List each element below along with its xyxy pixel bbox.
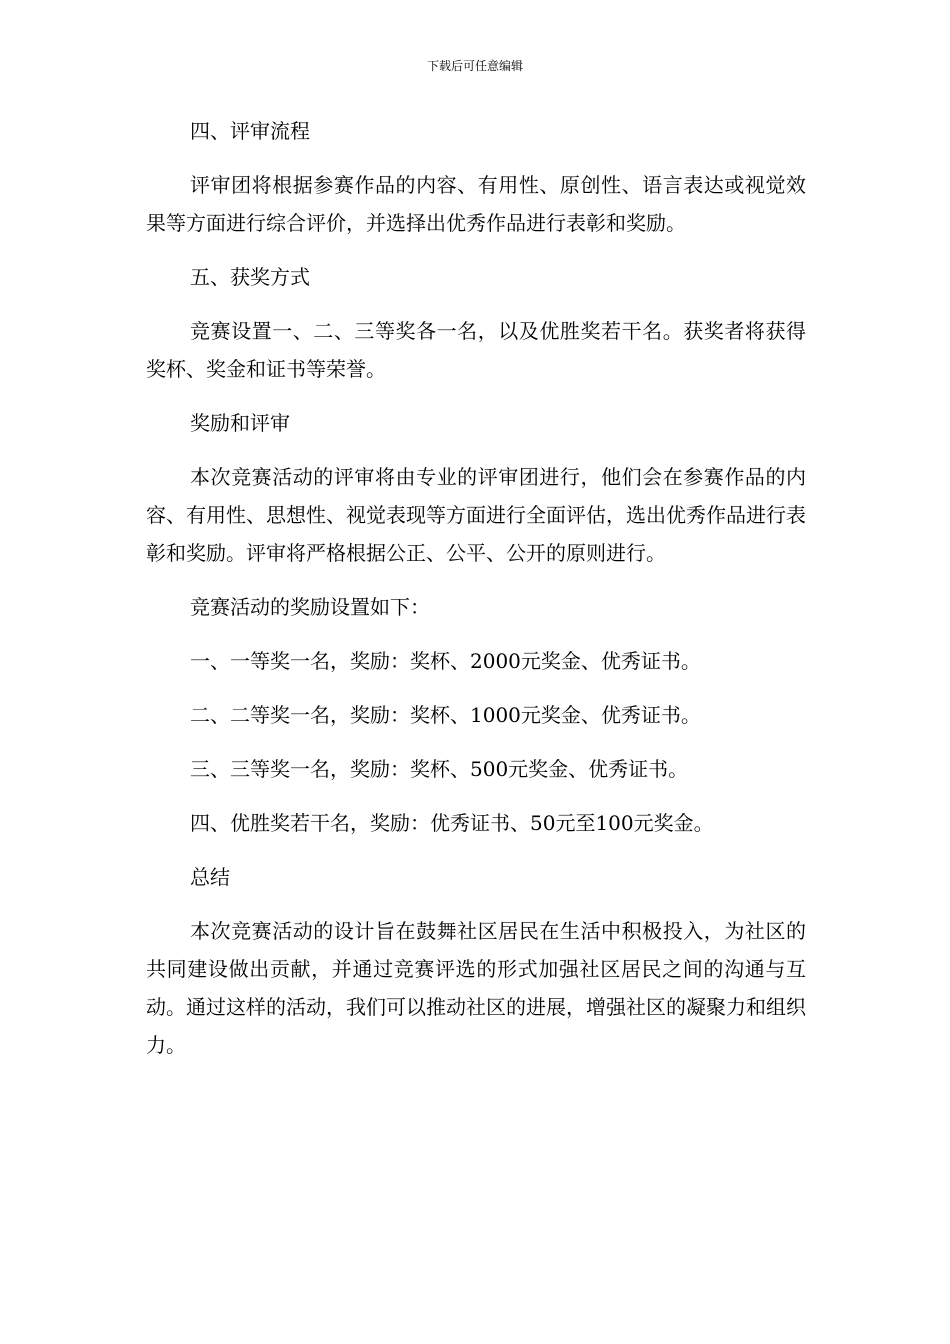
paragraph-award-method: 竞赛设置一、二、三等奖各一名，以及优胜奖若干名。获奖者将获得奖杯、奖金和证书等荣誉。 bbox=[146, 319, 806, 381]
list-item-second-prize: 二、二等奖一名，奖励：奖杯、1000元奖金、优秀证书。 bbox=[190, 703, 701, 727]
paragraph-summary: 本次竞赛活动的设计旨在鼓舞社区居民在生活中积极投入，为社区的共同建设做出贡献，并通过竞赛评选的形式加强社区居民之间的沟通与互动。通过这样的活动，我们可以推动社区的进展，增强社区的凝聚力和组织力。 bbox=[146, 919, 806, 1057]
paragraph-rewards-review: 本次竞赛活动的评审将由专业的评审团进行，他们会在参赛作品的内容、有用性、思想性、视觉表现等方面进行全面评估，选出优秀作品进行表彰和奖励。评审将严格根据公正、公平、公开的原则进行。 bbox=[146, 465, 806, 565]
list-item-first-prize: 一、一等奖一名，奖励：奖杯、2000元奖金、优秀证书。 bbox=[190, 649, 701, 673]
section-heading-award-method: 五、获奖方式 bbox=[190, 265, 310, 289]
document-body bbox=[146, 112, 806, 1080]
paragraph-review-process: 评审团将根据参赛作品的内容、有用性、原创性、语言表达或视觉效果等方面进行综合评价，并选择出优秀作品进行表彰和奖励。 bbox=[146, 173, 806, 235]
section-heading-rewards-review: 奖励和评审 bbox=[190, 411, 290, 435]
list-item-excellence-prize: 四、优胜奖若干名，奖励：优秀证书、50元至100元奖金。 bbox=[190, 811, 714, 835]
section-heading-review-process: 四、评审流程 bbox=[190, 119, 310, 143]
list-item-third-prize: 三、三等奖一名，奖励：奖杯、500元奖金、优秀证书。 bbox=[190, 757, 689, 781]
paragraph-reward-settings-intro: 竞赛活动的奖励设置如下： bbox=[190, 595, 430, 619]
section-heading-summary: 总结 bbox=[190, 865, 230, 889]
header-note: 下载后可任意编辑 bbox=[426, 59, 523, 73]
